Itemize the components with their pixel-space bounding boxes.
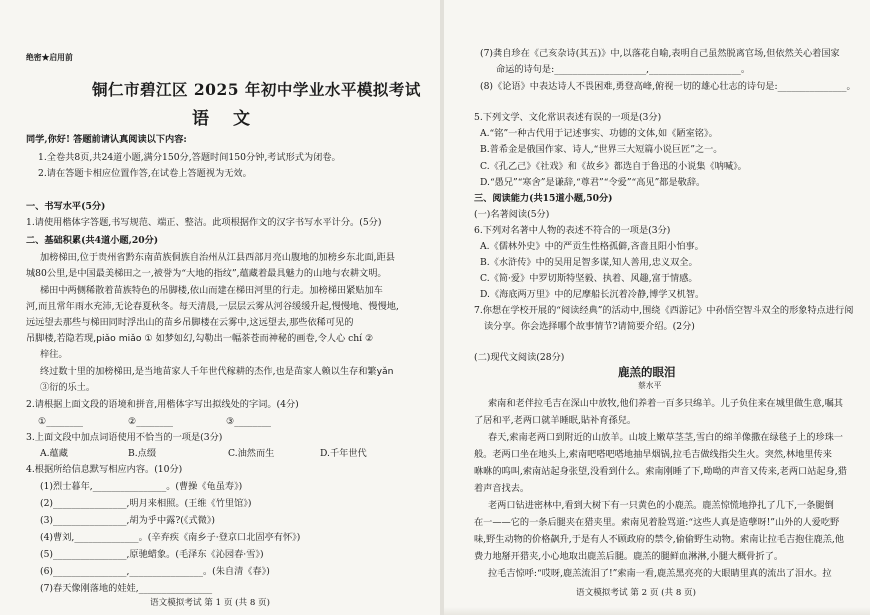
passage-line: 梓往。 — [40, 349, 68, 360]
passage-line-blanks — [26, 333, 373, 344]
q2-blank[interactable]: ①________ — [38, 416, 83, 427]
q4-item: (7)春天像刚落地的娃娃,________________ — [40, 583, 213, 594]
passage-line: 加榜梯田,位于贵州省黔东南苗族侗族自治州从江县西部月亮山腹地的加榜乡东北面,距县 — [40, 252, 395, 263]
article-line: 索南和老伴拉毛吉在深山中放牧,他们养着一百多只绵羊。儿子负住来在城里做生意,嘱其 — [488, 398, 843, 409]
passage-line: 河,而且常年雨水充沛,无论春夏秋冬。每天清晨,一层层云雾从河谷缓缓升起,慢慢地、慢慢地, — [26, 301, 399, 312]
q4-item: (6)________________,________________。(朱自清《春》) — [40, 566, 270, 577]
part1-heading: 一、书写水平(5分) — [26, 201, 106, 212]
article-title: 鹿羔的眼泪 — [618, 365, 676, 379]
article-line: 味,野生动物的价格飙升,于是有人不顾政府的禁令,偷偷野生动物。索南让拉毛吉抱住鹿羔,他 — [474, 534, 844, 545]
section-famous-books: (一)名著阅读(5分) — [474, 209, 550, 220]
page-footer-left: 语文模拟考试 第 1 页 (共 8 页) — [150, 598, 270, 608]
q3-option-b[interactable]: B.点缀 — [128, 448, 157, 459]
passage-line: 远远望去那些与梯田同时浮出山的苗乡吊脚楼在云雾中,这远望去,那些依稀可见的 — [26, 317, 354, 328]
q3-option-d[interactable]: D.千年世代 — [320, 448, 367, 459]
article-line: 费力地掰开猎夹,小心地取出鹿羔后腿。鹿羔的腿鲜血淋淋,小腿大概骨折了。 — [474, 551, 784, 562]
question-4: 4.根据所给信息默写相应内容。(10分) — [26, 464, 183, 475]
question-2: 2.请根据上面文段的语境和拼音,用楷体字写出拟线处的字词。(4分) — [26, 399, 299, 410]
question-5: 5.下列文学、文化常识表述有误的一项是(3分) — [474, 112, 662, 123]
confidential-mark: 绝密★启用前 — [26, 53, 73, 62]
article-line: 着声音找去。 — [474, 483, 530, 494]
article-author: 蔡水平 — [638, 381, 662, 390]
notice-heading: 同学,你好! 答题前请认真阅读以下内容: — [26, 134, 187, 145]
q5-option-c[interactable]: C.《孔乙己》《社戏》和《故乡》都选自于鲁迅的小说集《呐喊》。 — [480, 161, 747, 172]
article-line: 般。老两口坐在地头上,索南吧嗒吧嗒地抽旱烟锅,拉毛吉做线指尖生火。突然,林地里传来 — [474, 449, 832, 460]
blank-number: ① — [144, 333, 153, 344]
passage-line: 城80公里,是中国最美梯田之一,被誉为“大地的指纹”,蕴藏着最具魅力的山地与农耕文明。 — [26, 268, 387, 279]
q4-item: (5)________________,原驰蜡象。(毛泽东《沁园春·雪》) — [40, 549, 264, 560]
part3-heading: 三、阅读能力(共15道小题,50分) — [474, 193, 613, 204]
exam-title: 铜仁市碧江区 2025 年初中学业水平模拟考试 — [92, 80, 421, 99]
passage-line-blanks — [40, 366, 393, 377]
passage-text: 如梦如幻,勾勒出一幅茶苍而神秘的画卷,令人心 chí — [155, 333, 363, 344]
passage-text: 吊脚楼,若隐若现, — [26, 333, 97, 344]
passage-text: 终过数十里的加榜梯田,是当地苗家人千年世代稼耕的杰作,也是苗家人赖以生存和繁 — [40, 366, 377, 377]
q4-item: (2)________________,明月来相照。(王维《竹里馆》) — [40, 498, 252, 509]
q6-option-d[interactable]: D.《海底两万里》中的尼摩船长沉着冷静,博学又机智。 — [480, 289, 705, 300]
q4-item-7-answer: 命运的诗句是:____________________,____________________。 — [496, 64, 751, 75]
article-line: 拉毛吉惊呼:“哎呀,鹿羔流泪了!”索南一看,鹿羔黑亮亮的大眼睛里真的流出了泪水。拉 — [488, 568, 832, 579]
article-line: 在一——它的一条后腿夹在猎夹里。索南见着脸骂道:“这些人真是造孽呀!”山外的人爱吃野 — [474, 517, 840, 528]
passage-line-blanks — [40, 382, 95, 393]
q5-option-b[interactable]: B.普希金是俄国作家、诗人,“世界三大短篇小说巨匠”之一。 — [480, 144, 723, 155]
q4-item-8: (8)《论语》中表达诗人不畏困难,勇登高峰,俯视一切的雄心壮志的诗句是:_______________。 — [480, 81, 856, 92]
q2-blank[interactable]: ③________ — [226, 416, 271, 427]
section-modern-reading: (二)现代文阅读(28分) — [474, 352, 565, 363]
passage-line: 梯田中两侧稀散着苗族特色的吊脚楼,依山而建在梯田河里的行走。加榜梯田紧贴加车 — [40, 285, 383, 296]
article-line: 了居和平,老两口就羊睡眠,貼补育孫兒。 — [474, 415, 637, 426]
q5-option-a[interactable]: A.“铭”一种古代用于记述事实、功德的文体,如《陋室铭》。 — [480, 128, 718, 139]
q4-item: (4)曹刘,______________。(辛弃疾《南乡子·登京口北固亭有怀》) — [40, 532, 301, 543]
page-bottom-edge — [444, 607, 870, 615]
article-line: 咻咻的呜叫,索南站起身张望,没看到什么。索南刚睡了下,呦呦的声音又传来,老两口站起身,猎 — [474, 466, 847, 477]
question-6: 6.下列对名著中人物的表述不符合的一项是(3分) — [474, 225, 671, 236]
q6-option-c[interactable]: C.《简·爱》中罗切斯特坚毅、执着、风趣,富于情感。 — [480, 273, 698, 284]
passage-text: 衍的乐土。 — [49, 382, 96, 393]
question-7-cont: 读分享。你会选择哪个故事情节?请简要介绍。(2分) — [484, 321, 695, 332]
pinyin-hint: yǎn — [376, 366, 394, 377]
article-line: 春天,索南老两口到附近的山放羊。山坡上嫩草茎茎,雪白的绵羊像撒在绿毯子上的珍珠一 — [488, 432, 843, 443]
question-3: 3.上面文段中加点词语使用不恰当的一项是(3分) — [26, 432, 223, 443]
question-7: 7.你想在学校开展的“阅读经典”的活动中,围绕《西游记》中孙悟空智斗双全的形象特点进行阅 — [474, 305, 854, 316]
q2-blank[interactable]: ②________ — [128, 416, 173, 427]
blank-number: ② — [365, 333, 374, 344]
subject-title: 语文 — [192, 109, 274, 129]
q3-option-a[interactable]: A.蕴藏 — [40, 448, 68, 459]
q5-option-d[interactable]: D.“愚兄”“寒舍”是谦辞,“尊君”“令爱”“高见”都是敬辞。 — [480, 177, 706, 188]
notice-item-2: 2.请在答题卡相应位置作答,在试卷上答题视为无效。 — [38, 168, 252, 179]
q3-option-c[interactable]: C.油然而生 — [228, 448, 275, 459]
blank-number: ③ — [40, 382, 50, 393]
page-right — [444, 0, 870, 615]
q4-item: (3)________________,胡为乎中露?(《式微》) — [40, 515, 216, 526]
q6-option-b[interactable]: B.《水浒传》中的吴用足智多谋,知人善用,忠义双全。 — [480, 257, 698, 268]
page-footer-right: 语文模拟考试 第 2 页 (共 8 页) — [576, 588, 696, 598]
q4-item: (1)烈士暮年,________________。(曹操《龟虽寿》) — [40, 481, 243, 492]
article-line: 老两口钻进密林中,看到大树下有一只黄色的小鹿羔。鹿羔惊慌地挣扎了几下,一条腿倒 — [488, 500, 834, 511]
notice-item-1: 1.全卷共8页,共24道小题,满分150分,答题时间150分钟,考试形式为闭卷。 — [38, 152, 341, 163]
q6-option-a[interactable]: A.《儒林外史》中的严贡生性格孤僻,吝啬且阳小怕事。 — [480, 241, 704, 252]
part2-heading: 二、基础积累(共4道小题,20分) — [26, 235, 159, 246]
q4-item-7: (7)龚自珍在《己亥杂诗(其五)》中,以落花自喻,表明自己虽然脱离官场,但依然关心着国家 — [480, 48, 840, 59]
question-1: 1.请使用楷体字答题,书写规范、端正、整洁。此项根据作文的汉字书写水平计分。(5分) — [26, 217, 382, 228]
pinyin-hint: piǎo miǎo — [96, 333, 142, 344]
